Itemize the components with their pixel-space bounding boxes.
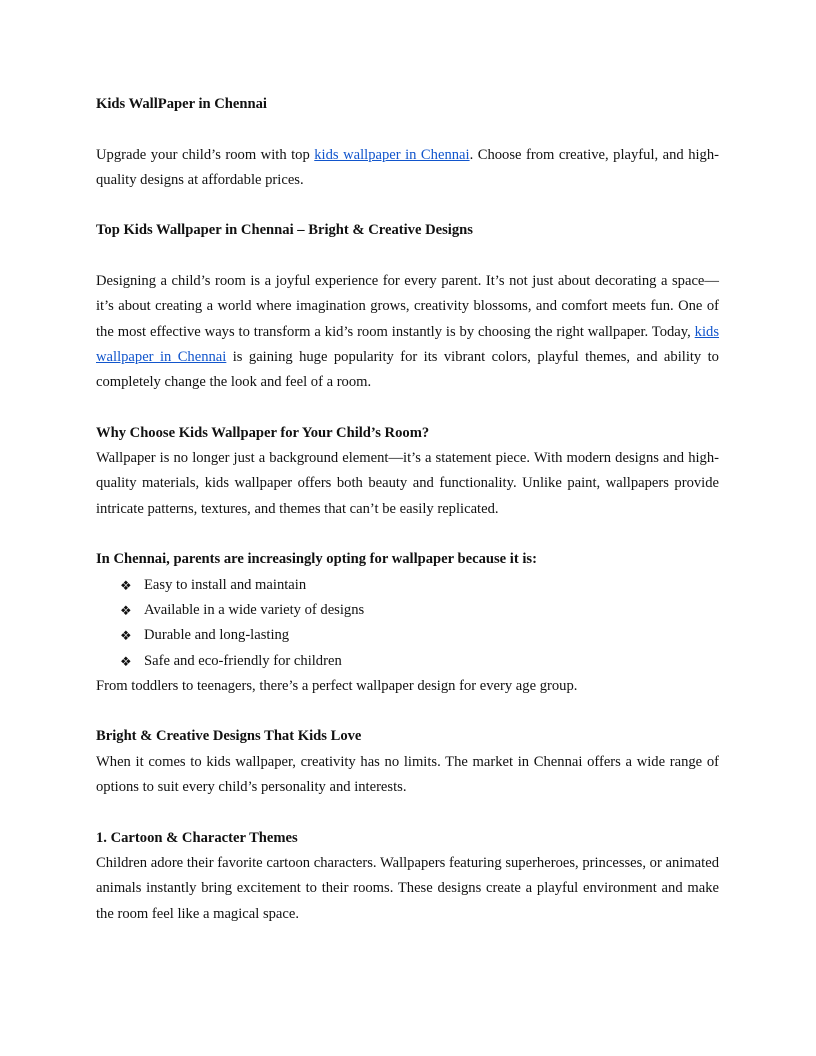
section-heading-why: Why Choose Kids Wallpaper for Your Child’s Room? — [96, 424, 430, 441]
list-item-text: Easy to install and maintain — [144, 576, 307, 593]
section-heading-cartoon: 1. Cartoon & Character Themes — [96, 829, 298, 846]
diamond-bullet-icon: ❖ — [120, 602, 132, 618]
kids-wallpaper-link-2[interactable]: kids wallpaper in Chennai — [96, 323, 719, 365]
designing-text-pre: Designing a child’s room is a joyful experience for every parent. It’s not just about decorating a space—it’s about creating a world where imagination grows, creativity blossoms, and comfort meets fun. One of the most effective ways to transform a kid’s room instantly is by choosing the right wallpaper. Today, — [96, 273, 719, 340]
kids-wallpaper-link[interactable]: kids wallpaper in Chennai — [314, 146, 470, 163]
diamond-bullet-icon: ❖ — [120, 628, 132, 644]
spacer — [96, 699, 719, 724]
benefits-list — [96, 573, 719, 674]
spacer — [96, 522, 719, 547]
list-item — [96, 573, 719, 598]
section-heading-top: Top Kids Wallpaper in Chennai – Bright & Creative Designs — [96, 222, 473, 239]
spacer — [96, 244, 719, 269]
intro-text-post: . Choose from creative, playful, and high-quality designs at affordable prices. — [96, 146, 720, 188]
spacer — [96, 800, 719, 825]
intro-paragraph — [96, 143, 719, 194]
cartoon-paragraph: Children adore their favorite cartoon characters. Wallpapers featuring superheroes, princesses, or animated animals instantly bring excitement to their rooms. These designs create a playful environment and make the room feel like a magical space. — [96, 854, 719, 922]
list-item — [96, 623, 719, 648]
list-item-text: Safe and eco-friendly for children — [144, 652, 342, 669]
spacer — [96, 193, 719, 218]
list-item — [96, 649, 719, 674]
designing-paragraph — [96, 269, 719, 395]
section-heading-chennai: In Chennai, parents are increasingly opting for wallpaper because it is: — [96, 551, 537, 568]
why-paragraph: Wallpaper is no longer just a background element—it’s a statement piece. With modern designs and high-quality materials, kids wallpaper offers both beauty and functionality. Unlike paint, wallpapers provide intricate patterns, textures, and themes that can’t be easily replicated. — [96, 450, 719, 517]
document-page — [96, 92, 719, 927]
list-item-text: Available in a wide variety of designs — [144, 601, 365, 618]
toddlers-paragraph: From toddlers to teenagers, there’s a perfect wallpaper design for every age group. — [96, 677, 578, 694]
bright-paragraph: When it comes to kids wallpaper, creativity has no limits. The market in Chennai offers a wide range of options to suit every child’s personality and interests. — [96, 753, 719, 796]
document-title: Kids WallPaper in Chennai — [96, 96, 267, 112]
list-item-text: Durable and long-lasting — [144, 627, 290, 644]
list-item — [96, 598, 719, 623]
designing-text-post: is gaining huge popularity for its vibrant colors, playful themes, and ability to completely change the look and feel of a room. — [96, 348, 719, 391]
spacer — [96, 117, 719, 142]
diamond-bullet-icon: ❖ — [120, 653, 132, 669]
intro-text-pre: Upgrade your child’s room with top — [96, 146, 315, 163]
spacer — [96, 396, 719, 421]
section-heading-bright: Bright & Creative Designs That Kids Love — [96, 728, 362, 745]
diamond-bullet-icon: ❖ — [120, 577, 132, 593]
